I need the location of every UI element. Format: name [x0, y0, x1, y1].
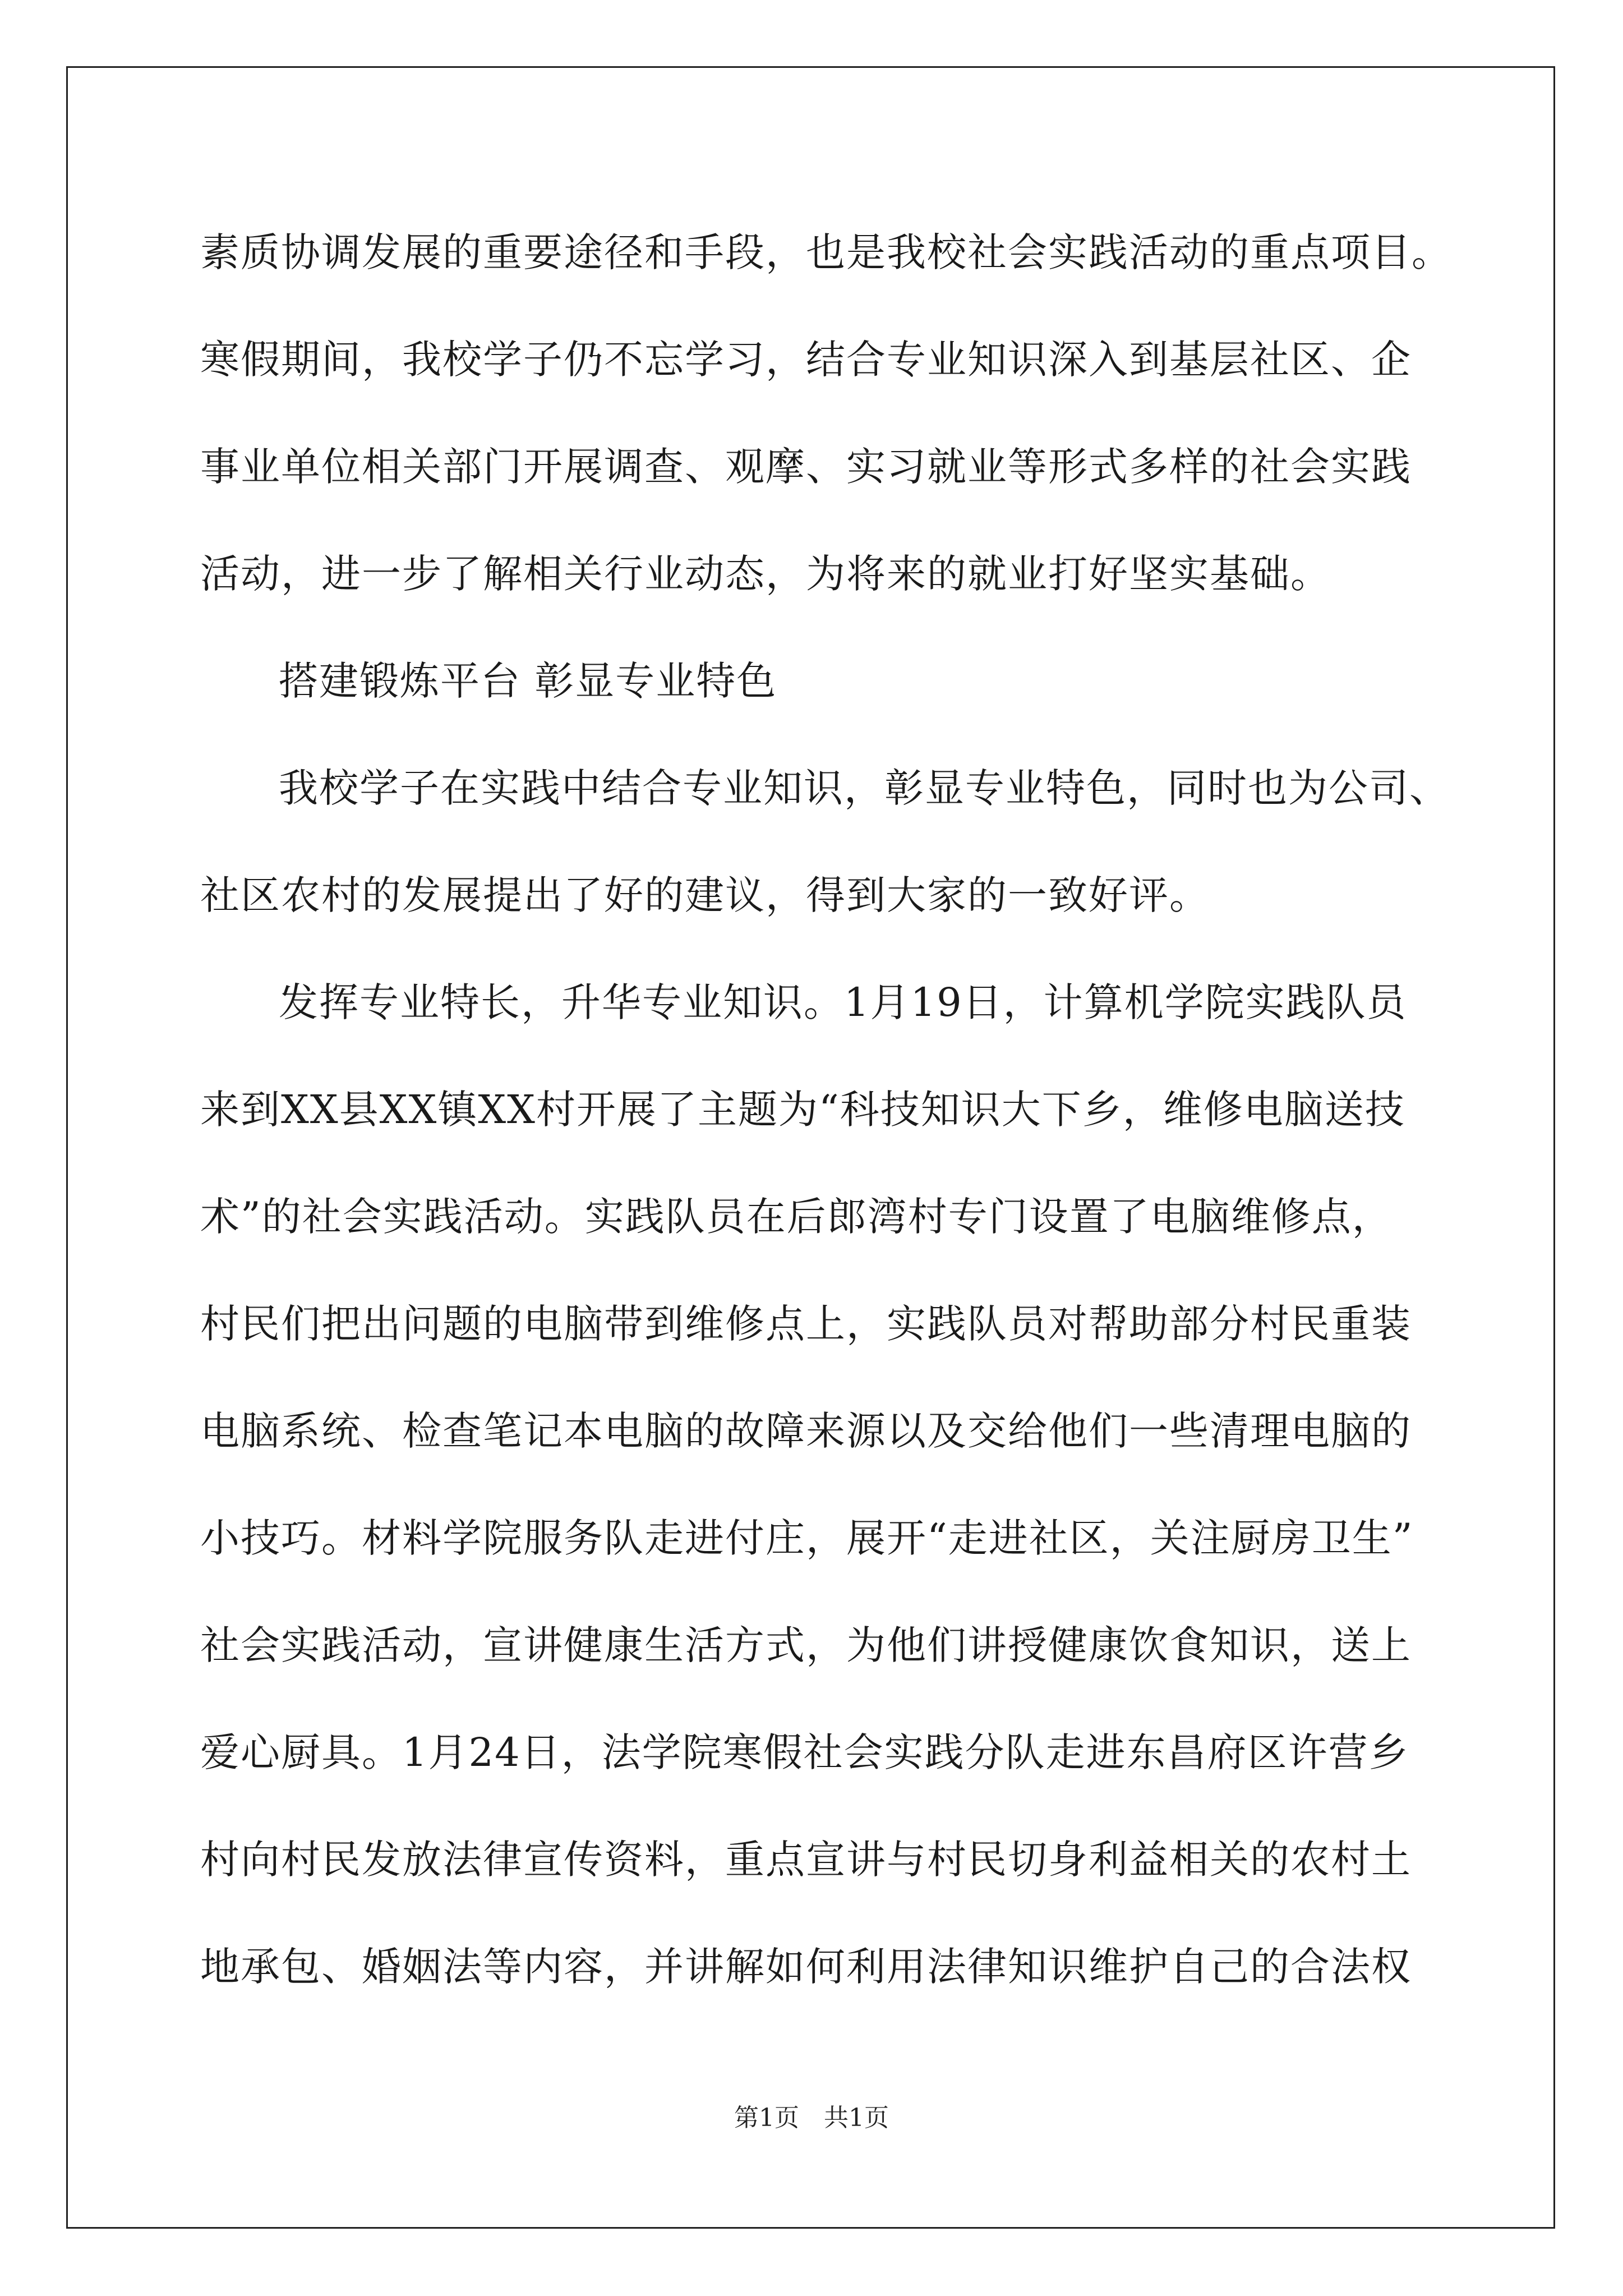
section-heading: 搭建锻炼平台 彰显专业特色	[279, 658, 777, 704]
body-line: 来到XX县XX镇XX村开展了主题为“科技知识大下乡，维修电脑送技	[200, 1087, 1405, 1133]
body-line: 电脑系统、检查笔记本电脑的故障来源以及交给他们一些清理电脑的	[200, 1408, 1412, 1454]
body-line: 活动，进一步了解相关行业动态，为将来的就业打好坚实基础。	[200, 551, 1331, 597]
body-line: 地承包、婚姻法等内容，并讲解如何利用法律知识维护自己的合法权	[200, 1944, 1412, 1990]
body-line: 小技巧。材料学院服务队走进付庄，展开“走进社区，关注厨房卫生”	[200, 1515, 1414, 1561]
body-line: 术”的社会实践活动。实践队员在后郎湾村专门设置了电脑维修点，	[200, 1194, 1393, 1240]
body-line: 我校学子在实践中结合专业知识，彰显专业特色，同时也为公司、	[279, 765, 1450, 811]
body-line: 事业单位相关部门开展调查、观摩、实习就业等形式多样的社会实践	[200, 444, 1412, 490]
body-line: 社会实践活动，宣讲健康生活方式，为他们讲授健康饮食知识，送上	[200, 1622, 1412, 1668]
body-line: 村民们把出问题的电脑带到维修点上，实践队员对帮助部分村民重装	[200, 1301, 1412, 1347]
body-line: 爱心厨具。1月24日，法学院寒假社会实践分队走进东昌府区许营乡	[200, 1729, 1409, 1775]
page-number-footer: 第1页 共1页	[734, 2104, 889, 2132]
body-line: 发挥专业特长，升华专业知识。1月19日，计算机学院实践队员	[279, 979, 1407, 1025]
page-border	[66, 66, 1555, 2229]
body-line: 社区农村的发展提出了好的建议，得到大家的一致好评。	[200, 872, 1210, 918]
body-line: 素质协调发展的重要途径和手段，也是我校社会实践活动的重点项目。	[200, 229, 1452, 275]
body-line: 村向村民发放法律宣传资料，重点宣讲与村民切身利益相关的农村土	[200, 1837, 1412, 1883]
body-line: 寒假期间，我校学子仍不忘学习，结合专业知识深入到基层社区、企	[200, 337, 1412, 383]
